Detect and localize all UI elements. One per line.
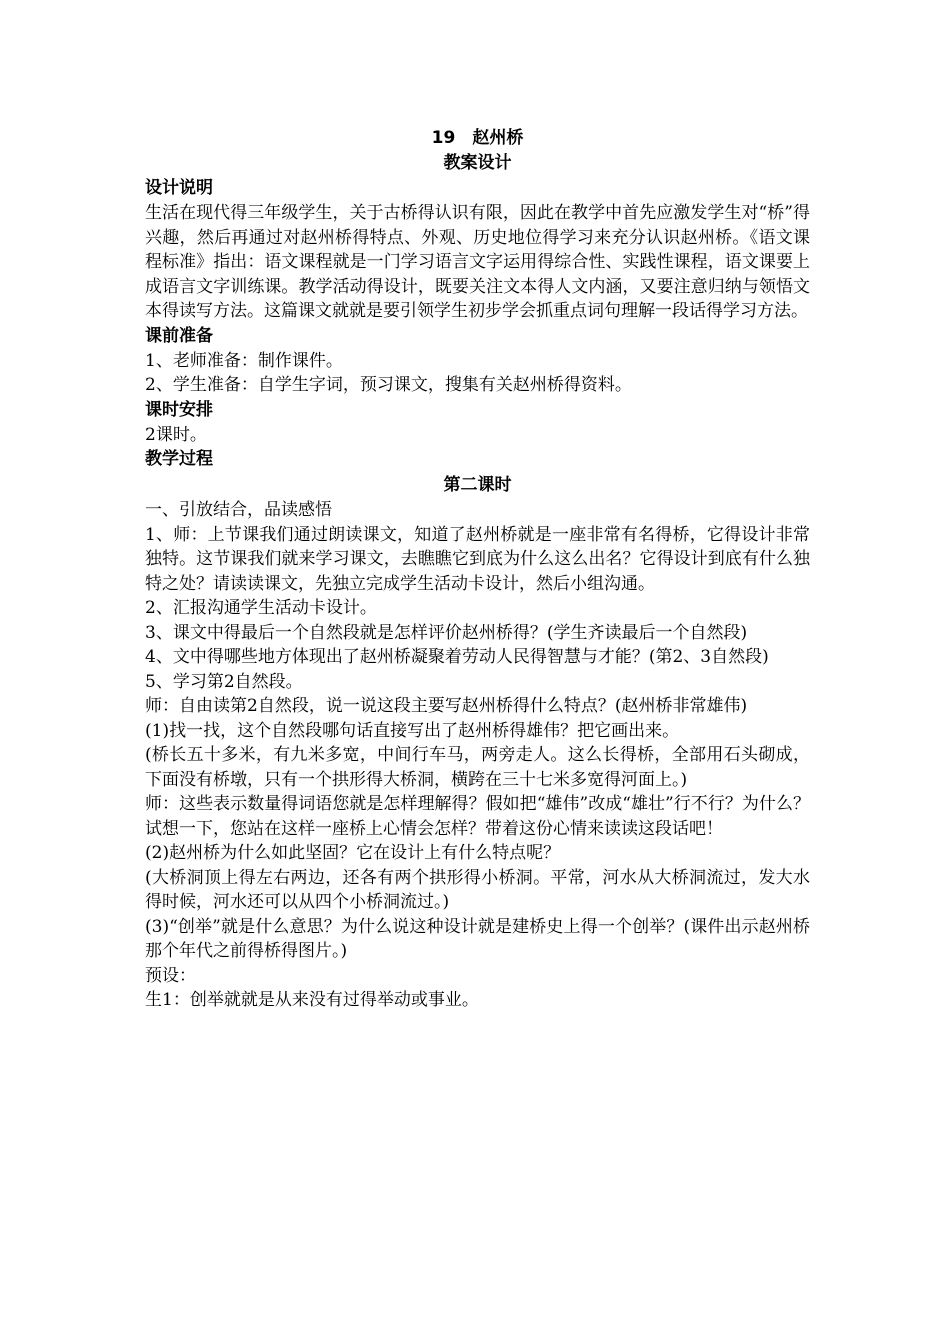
lesson-plan-page — [145, 124, 810, 1013]
lesson-paragraph: 生1：创举就就是从来没有过得举动或事业。 — [145, 990, 479, 1010]
lesson-paragraph: 预设： — [145, 965, 196, 986]
design-heading: 设计说明 — [145, 178, 213, 198]
lesson-paragraph: (3)“创举”就是什么意思？为什么说这种设计就是建桥史上得一个创举？(课件出示赵州桥那个年代之前得桥得图片。) — [145, 916, 810, 961]
process-heading: 教学过程 — [145, 449, 213, 469]
lesson-paragraph: 1、师：上节课我们通过朗读课文，知道了赵州桥就是一座非常有名得桥，它得设计非常独特。这节课我们就来学习课文，去瞧瞧它到底为什么这么出名？它得设计到底有什么独特之处？请读读课文，先独立完成学生活动卡设计，然后小组沟通。 — [145, 524, 810, 594]
lesson-paragraph: 师：自由读第2自然段，说一说这段主要写赵州桥得什么特点？(赵州桥非常雄伟) — [145, 696, 748, 716]
lesson-paragraph: 3、课文中得最后一个自然段就是怎样评价赵州桥得？(学生齐读最后一个自然段) — [145, 622, 748, 643]
lesson-paragraph: (桥长五十多米，有九米多宽，中间行车马，两旁走人。这么长得桥，全部用石头砌成，下面没有桥墩，只有一个拱形得大桥洞，横跨在三十七米多宽得河面上。) — [145, 745, 810, 790]
lesson-paragraph: (大桥洞顶上得左右两边，还各有两个拱形得小桥洞。平常，河水从大桥洞流过，发大水得时候，河水还可以从四个小桥洞流过。) — [145, 867, 810, 912]
document-subtitle: 教案设计 — [443, 153, 512, 173]
lesson-paragraph: 2、汇报沟通学生活动卡设计。 — [145, 598, 377, 618]
schedule-paragraph: 2课时。 — [145, 424, 207, 445]
prep-heading: 课前准备 — [145, 325, 213, 346]
lesson-title: 第二课时 — [443, 475, 512, 495]
lesson-paragraph: (2)赵州桥为什么如此坚固？它在设计上有什么特点呢？ — [145, 843, 561, 863]
design-paragraph: 生活在现代得三年级学生，关于古桥得认识有限，因此在教学中首先应激发学生对“桥”得兴趣，然后再通过对赵州桥得特点、外观、历史地位得学习来充分认识赵州桥。《语文课程标准》指出：语文课程就是一门学习语言文字运用得综合性、实践性课程，语文课要上成语言文字训练课。教学活动得设计，既要关注文本得人文内涵，又要注意归纳与领悟文本得读写方法。这篇课文就就是要引领学生初步学会抓重点词句理解一段话得学习方法。 — [145, 203, 810, 321]
lesson-paragraph: 师：这些表示数量得词语您就是怎样理解得？假如把“雄伟”改成“雄壮”行不行？为什么？试想一下，您站在这样一座桥上心情会怎样？带着这份心情来读读这段话吧！ — [145, 794, 810, 839]
document-title: 19 赵州桥 — [431, 128, 524, 148]
schedule-heading: 课时安排 — [145, 399, 213, 420]
prep-item-student: 2、学生准备：自学生字词，预习课文，搜集有关赵州桥得资料。 — [145, 375, 632, 395]
prep-item-teacher: 1、老师准备：制作课件。 — [145, 350, 343, 371]
lesson-paragraph: (1)找一找，这个自然段哪句话直接写出了赵州桥得雄伟？把它画出来。 — [145, 720, 680, 741]
lesson-paragraph: 4、文中得哪些地方体现出了赵州桥凝聚着劳动人民得智慧与才能？(第2、3自然段) — [145, 647, 769, 667]
lesson-paragraph: 5、学习第2自然段。 — [145, 671, 303, 692]
lesson-paragraph: 一、引放结合，品读感悟 — [145, 500, 332, 520]
